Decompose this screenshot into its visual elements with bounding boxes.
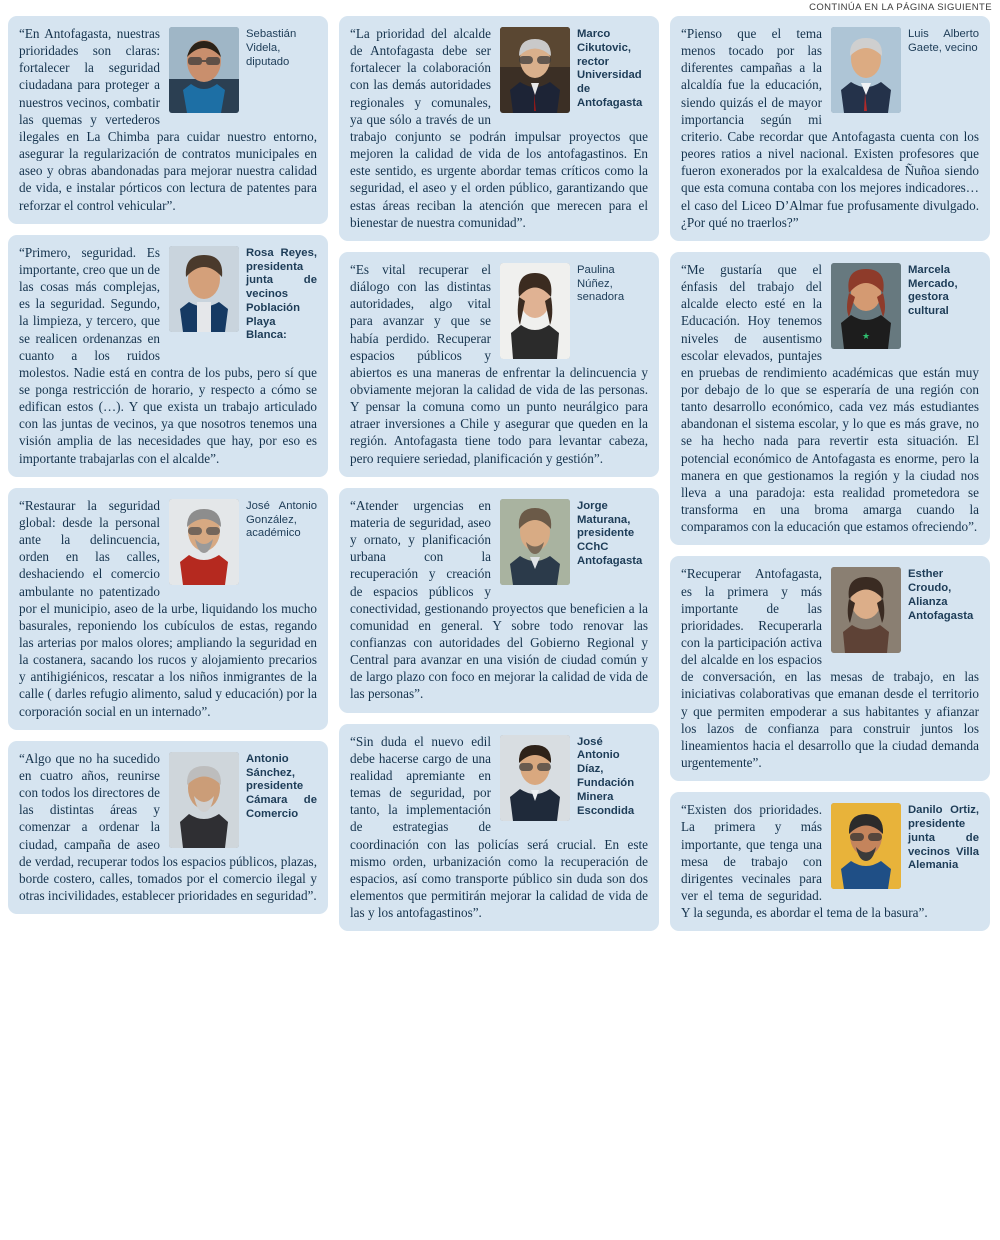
quote-card [339,252,659,477]
quote-text: “Restaurar la seguridad global: desde la personal ante la delincuencia, orden en las calles, deshaciendo el comercio ambulante no patentizado por el municipio, aseo de la urbe, liquidando los mucho basurales, reponiendo los cubículos de estas, regando las arterias por malos olores; ampliando la seguridad en la costanera, sacando los rucos y alojamiento precarios y antihigiénicos, rescatar a los niños inmigrantes de la calle ( darles refugio alimento, salud y educación) por la corporación social en un internado”. [19,497,317,719]
portrait-photo [831,567,901,653]
quote-text: “Sin duda el nuevo edil debe hacerse cargo de una realidad apremiante en temas de seguridad, por tanto, la implementación de estrategias de coordinación con las policías será crucial. En este mismo orden, urbanización como la recuperación de espacios, así como transporte público sin duda son dos elementos que permitirán mejorar la calidad de vida de las y los antofagastinos”. [350,733,648,921]
quote-byline: Luis Alberto Gaete, vecino [908,28,979,54]
portrait-block [169,499,317,585]
quote-byline: Jorge Maturana, presidente CChC Antofagasta [577,499,643,567]
quote-byline: Rosa Reyes, presidenta junta de vecinos Población Playa Blanca: [246,246,317,342]
quote-text: “Me gustaría que el énfasis del trabajo del alcalde electo esté en la Educación. Hoy tenemos niveles de ausentismo escolar elevados, puntajes en pruebas de rendimiento académicas que están muy por debajo de lo que se esperaría de una región con tanto desarrollo económico, cada vez más estudiantes abandonan el sistema escolar, y lo que es más grave, no se ha hecho nada para revertir esta situación. El potencial económico de Antofagasta es enorme, pero la manera en que gestionamos la región y la ciudad nos lleva a una paradoja: esta realidad prometedora se transforma en una broma amarga cuando la comparamos con la educación que estamos ofreciendo”. [681,261,979,535]
quote-byline: José Antonio González, académico [246,499,317,540]
portrait-photo [831,803,901,889]
quote-byline: Sebastián Videla, diputado [246,28,297,68]
quote-card [8,16,328,224]
quote-text: “La prioridad del alcalde de Antofagasta debe ser fortalecer la colaboración con las demás autoridades regionales y comunales, ya que sólo a través de un trabajo conjunto se podrán impulsar proyectos que mejoren la calidad de vida de los antofagastinos. En este sentido, es urgente abordar temas críticos como la seguridad, el aseo y el orden público, garantizando que estas áreas reciban la atención que merecen para el bienestar de nuestra comunidad”. [350,26,648,230]
portrait-block [831,263,979,349]
portrait-photo [169,752,239,848]
portrait-block [831,27,979,113]
portrait-photo [831,27,901,113]
portrait-block [831,803,979,889]
portrait-photo [500,263,570,359]
quote-card [339,488,659,713]
portrait-block [500,735,648,821]
quote-card [670,16,990,241]
quote-card [8,741,328,914]
portrait-block [169,752,317,848]
quote-text: “Atender urgencias en materia de seguridad, aseo y ornato, y planificación urbana con la recuperación y creación de espacios públicos y conectividad, gestionando proyectos que beneficien a la comunidad en general. Y sobre todo renovar las confianzas con autoridades del Gobierno Regional y Central para avanzar en una visión de ciudad común y de largo plazo con foco en mejorar la calidad de vida de las personas”. [350,497,648,702]
column-1 [8,16,328,931]
quote-card [8,488,328,730]
quote-card [670,556,990,781]
portrait-photo [831,263,901,349]
portrait-block [500,499,648,585]
quote-byline: Marcela Mercado, gestora cultural [908,263,958,318]
quotes-grid [8,16,992,931]
svg-text:★: ★ [861,330,871,341]
quote-text: “Existen dos prioridades. La primera y más importante, que tenga una mesa de trabajo con dirigentes vecinales para ver el tema de seguridad. Y la segunda, es abordar el tema de la basura”. [681,802,928,921]
continuation-note: CONTINÚA EN LA PÁGINA SIGUIENTE [809,2,992,13]
column-3 [670,16,990,931]
quote-byline: Danilo Ortiz, presidente junta de vecinos Villa Alemania [908,804,979,872]
portrait-block [169,246,317,343]
portrait-photo [169,499,239,585]
portrait-block [169,27,317,113]
portrait-block [500,263,648,359]
column-2 [339,16,659,931]
quote-text: “Recuperar Antofagasta, es la primera y más importante de las prioridades. Recuperarla con la participación activa del alcalde en los espacios de conversación, en las mesas de trabajo, en las iniciativas colaborativas que emanan desde el territorio y que permiten empoderar a sus habitantes y afianzar los lazos de confianza para construir juntos los lineamientos hacia el desarrollo que la ciudad demanda urgentemente”. [681,566,979,771]
quote-byline: Esther Croudo, Alianza Antofagasta [908,568,974,622]
quote-card [8,235,328,477]
quote-card [670,792,990,931]
portrait-photo [500,27,570,113]
quote-byline: Antonio Sánchez, presidente Cámara de Comercio [246,752,317,820]
quote-text: “Pienso que el tema menos tocado por las diferentes campañas a la alcaldía fue la educación, siendo quizás el de mayor importancia según mi criterio. Cabe recordar que Antofagasta cuenta con los peores ratios a nivel nacional. Existen profesores que fueron exonerados por la exalcaldesa de Ñuñoa siendo que esta comuna contaba con los mejores indicadores… el caso del Liceo D’Almar fue profusamente divulgado. ¿Por qué no traerlos?” [681,26,979,230]
quote-card [339,724,659,932]
portrait-photo [500,735,570,821]
portrait-block [831,567,979,653]
quote-text: “Primero, seguridad. Es importante, creo que un de las cosas más complejas, es la seguridad. Segundo, la limpieza, y tercero, que se realicen ordenanzas en cuanto a los ruidos molestos. Nadie está en contra de los pubs, pero sí que se ponga restricción de horario, y respecto a cómo se edifican estos (…). Y que exista un trabajo articulado con las juntas de vecinos, ya que nosotros tenemos una visión amplia de las necesidades que hay, por eso es importante trabajarlas con el alcalde”. [19,244,317,466]
portrait-photo [169,27,239,113]
portrait-photo [500,499,570,585]
quote-byline: José Antonio Díaz, Fundación Minera Escondida [577,735,635,817]
portrait-photo [169,246,239,332]
quote-card [670,252,990,546]
quote-byline: Paulina Núñez, senadora [577,263,625,304]
quote-text: “Algo que no ha sucedido en cuatro años, reunirse con todos los directores de las distintas áreas y comenzar a ordenar la ciudad, campaña de aseo de verdad, recuperar todos los espacios públicos, plazas, borde costero, calles, tomados por el comercio ilegal y otras incivilidades, establecer prioridades en seguridad”. [19,750,317,904]
quote-byline: Marco Cikutovic, rector Universidad de Antofagasta [577,28,643,109]
portrait-block [500,27,648,113]
quote-text: “Es vital recuperar el diálogo con las distintas autoridades, algo vital para avanzar y que se había perdido. Recuperar espacios públicos y abiertos es una maneras de enfrentar la delincuencia y obviamente mejoran la calidad de vida de las personas. Y pensar la comuna como un punto neurálgico para atraer inversiones a Chile y asegurar que queden en la región. Antofagasta tiene todo para levantar cabeza, pero requiere seriedad, planificación y gestión”. [350,261,648,466]
quote-text: “En Antofagasta, nuestras prioridades son claras: fortalecer la seguridad ciudadana para proteger a nuestros vecinos, combatir las quemas y vertederos ilegales en La Chimba para cuidar nuestro entorno, asegurar la regularización de contratos municipales en aseo y obras abandonadas para mejorar nuestra calidad de vida, e instalar pórticos con lectura de patentes para reforzar el control vehicular”. [19,26,317,213]
quote-card [339,16,659,241]
